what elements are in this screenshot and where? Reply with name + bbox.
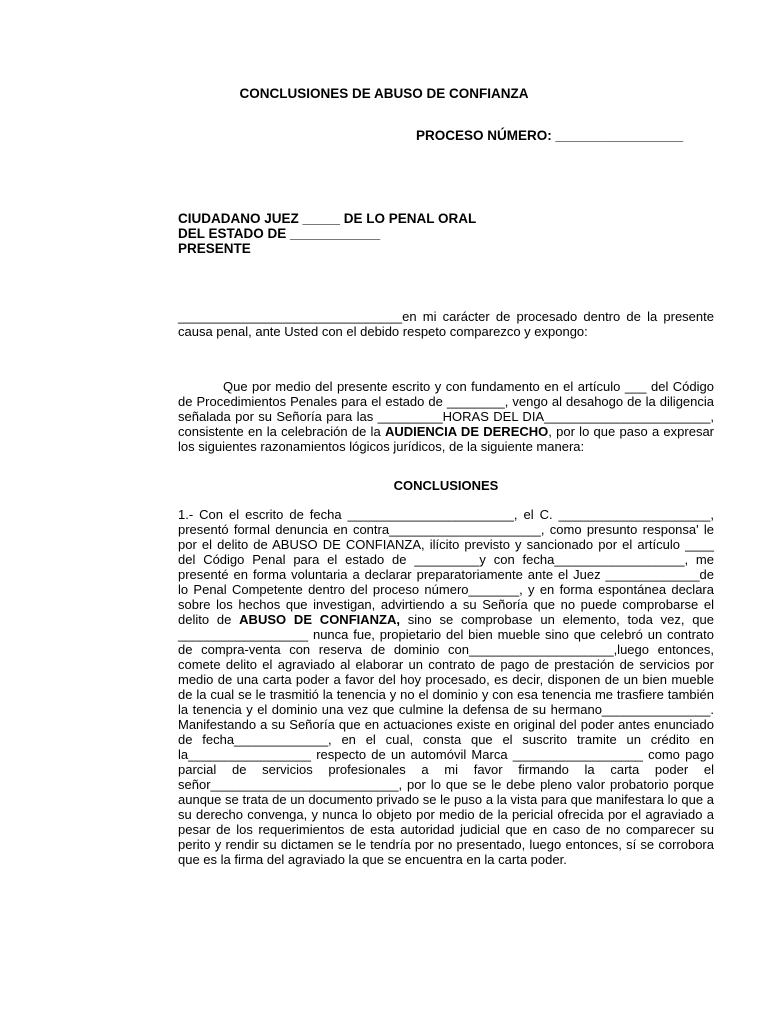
document-title: CONCLUSIONES DE ABUSO DE CONFIANZA: [239, 86, 529, 101]
hearing-bold-term: AUDIENCIA DE DERECHO: [384, 424, 549, 439]
hearing-text-before: Que por medio del presente escrito y con fundamento en el artículo ___ del Código de Procedimientos Penales para el estado de ________, vengo al desahogo de la diligencia señalada por su Señoría para las _________HORAS DEL DIA_______________________, consistente en la celebración de la: [178, 379, 714, 439]
conclusion-text-part2: sino se comprobase un elemento, toda vez, que __________________ nunca fue, propietario del bien mueble sino que celebró un contrato de compra-venta con reserva de dominio con____________________,luego entonces, comete delito el agraviado al elaborar un contrato de pago de prestación de servicios por medio de una carta poder a favor del hoy procesado, es decir, disponen de un bien mueble de la cual se le trasmitió la tenencia y no el dominio y con esa tenencia me trasfiere también la tenencia y el dominio una vez que culmine la defensa de su hermano_______________. Manifestando a su Señoría que en actuaciones existe en original del poder antes enunciado de fecha_____________, en el cual, consta que el suscrito tramite un crédito en la_________________ respecto de un automóvil Marca __________________ como pago parcial de servicios profesionales a mi favor firmando la carta poder el señor__________________________, por lo que se le debe pleno valor probatorio porque aunque se trata de un documento privado se le puso a la vista para que manifestara lo que a su derecho convenga, y nunca lo objeto por medio de la pericial ofrecida por el agraviado a pesar de los requerimientos de esta autoridad judicial que en caso de no comparecer su perito y rendir su dictamen se le tendría por no presentado, luego entonces, sí se corrobora que es la firma del agraviado la que se encuentra en la carta poder.: [178, 612, 714, 867]
hearing-paragraph: [178, 379, 714, 454]
addressee-block: [178, 211, 718, 256]
addressee-state: DEL ESTADO DE ____________: [178, 226, 381, 241]
section-heading: CONCLUSIONES: [393, 478, 499, 493]
conclusion-paragraph: [178, 507, 714, 867]
hearing-text-after: , por lo que paso a expresar los siguientes razonamientos lógicos jurídicos, de la siguiente manera:: [178, 424, 715, 454]
addressee-judge: CIUDADANO JUEZ _____ DE LO PENAL ORAL: [178, 211, 477, 226]
conclusion-bold-term: ABUSO DE CONFIANZA,: [239, 612, 400, 627]
addressee-presente: PRESENTE: [178, 241, 251, 256]
process-number: PROCESO NÚMERO: _________________: [416, 128, 684, 143]
conclusion-text-part1: 1.- Con el escrito de fecha _______________________, el C. _____________________, presentó formal denuncia en contra_____________________, como presunto responsa' le por el delito de ABUSO DE CONFIANZA, ilícito previsto y sancionado por el artículo ____ del Código Penal para el estado de _________y con fecha__________________, me presenté en forma voluntaria a declarar preparatoriamente ante el Juez _____________de lo Penal Competente dentro del proceso número_______, y en forma espontánea declara sobre los hechos que investigan, advirtiendo a su Señoría que no puede comprobarse el delito de: [178, 507, 714, 627]
intro-paragraph: _______________________________en mi carácter de procesado dentro de la presente causa penal, ante Usted con el debido respeto comparezco y expongo:: [178, 309, 714, 339]
